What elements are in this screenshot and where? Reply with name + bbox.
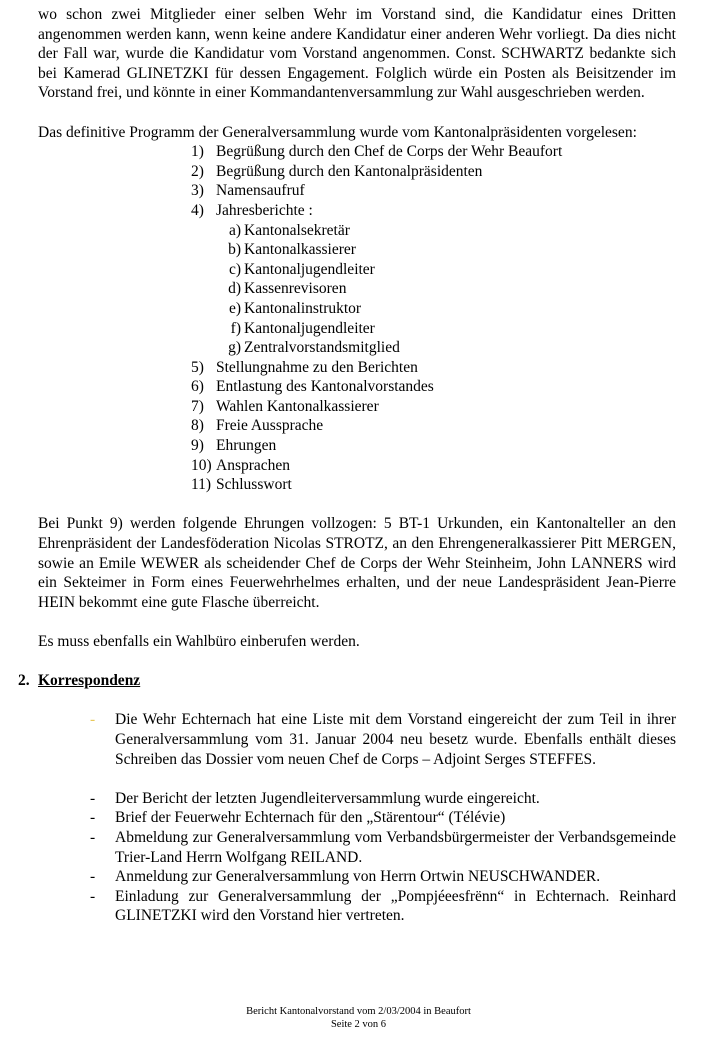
program-sub-item: c) Kantonaljugendleiter: [228, 260, 375, 278]
bullet-dash-icon: -: [90, 887, 96, 905]
correspondence-text: Einladung zur Generalversammlung der „Pompjéeesfrënn“ in Echternach. Reinhard GLINETZKI wird den Vorstand hier vertreten.: [115, 887, 676, 925]
program-list: [38, 142, 676, 495]
correspondence-item: [38, 710, 676, 769]
program-item: 2) Begrüßung durch den Kantonalpräsidenten: [191, 162, 483, 180]
intro-paragraph: wo schon zwei Mitglieder einer selben Wehr im Vorstand sind, die Kandidatur eines Dritten angenommen werden kann, wenn keine andere Kandidatur einer anderen Wehr vorliegt. Da dies nicht der Fall war, wurde die Kandidatur vom Vorstand angenommen. Const. SCHWARTZ bedankte sich bei Kamerad GLINETZKI für dessen Engagement. Folglich würde ein Posten als Beisitzender im Vorstand frei, und könnte in einer Kommandantenversammlung zur Wahl ausgeschrieben werden.: [38, 6, 676, 102]
section-title: Korrespondenz: [38, 672, 141, 690]
bullet-dash-icon: -: [90, 868, 96, 886]
footer-page-number: Seite 2 von 6: [330, 1019, 387, 1030]
footer-report-line: Bericht Kantonalvorstand vom 2/03/2004 in Beaufort: [246, 1006, 471, 1017]
program-sub-item: a) Kantonalsekretär: [228, 221, 350, 239]
correspondence-text: Abmeldung zur Generalversammlung vom Verbandsbürgermeister der Verbandsgemeinde Trier-Land Herrn Wolfgang REILAND.: [115, 828, 676, 866]
program-item: 3) Namensaufruf: [191, 182, 305, 200]
program-sub-item: g) Zentralvorstandsmitglied: [228, 339, 400, 357]
bullet-dash-icon: -: [90, 711, 96, 729]
program-item: 7) Wahlen Kantonalkassierer: [191, 397, 379, 415]
program-item: 6) Entlastung des Kantonalvorstandes: [191, 378, 434, 396]
program-item: 9) Ehrungen: [191, 437, 277, 455]
correspondence-text: Der Bericht der letzten Jugendleiterversammlung wurde eingereicht.: [115, 789, 540, 807]
page-footer: [0, 1005, 717, 1031]
program-item: 11) Schlusswort: [191, 476, 292, 494]
section-number: 2.: [18, 672, 30, 690]
program-sub-item: f) Kantonaljugendleiter: [230, 319, 375, 337]
correspondence-text: Anmeldung zur Generalversammlung von Herrn Ortwin NEUSCHWANDER.: [115, 868, 601, 886]
program-item: 1) Begrüßung durch den Chef de Corps der Wehr Beaufort: [191, 143, 563, 161]
correspondence-item: [38, 808, 676, 828]
correspondence-item: [38, 789, 676, 809]
program-sub-item: e) Kantonalinstruktor: [228, 299, 362, 317]
correspondence-item: [38, 887, 676, 926]
document-page: [18, 5, 676, 926]
program-sub-item: d) Kassenrevisoren: [228, 280, 347, 298]
bullet-dash-icon: -: [90, 828, 96, 846]
correspondence-text: Die Wehr Echternach hat eine Liste mit dem Vorstand eingereicht der zum Teil in ihrer Generalversammlung vom 31. Januar 2004 neu besetz wurde. Ebenfalls enthält dieses Schreiben das Dossier vom neuen Chef de Corps – Adjoint Serges STEFFES.: [115, 711, 676, 768]
program-item: 8) Freie Aussprache: [191, 417, 324, 435]
honors-paragraph: Bei Punkt 9) werden folgende Ehrungen vollzogen: 5 BT-1 Urkunden, ein Kantonalteller an den Ehrenpräsident der Landesföderation Nicolas STROTZ, an den Ehrengeneralkassierer Pitt MERGEN, sowie an Emile WEWER als scheidender Chef de Corps der Wehr Steinheim, John LANNERS wird ein Sekteimer in Form eines Feuerwehrhelmes erhalten, und der neue Landespräsident Jean-Pierre HEIN bekommt eine gute Flasche überreicht.: [38, 515, 676, 611]
program-item: 10) Ansprachen: [191, 456, 291, 474]
bullet-dash-icon: -: [90, 809, 96, 827]
correspondence-text: Brief der Feuerwehr Echternach für den „Stärentour“ (Télévie): [115, 809, 506, 827]
program-item: 5) Stellungnahme zu den Berichten: [191, 358, 418, 376]
program-item: 4) Jahresberichte :: [191, 201, 313, 219]
correspondence-item: [38, 828, 676, 867]
wahlbuero-paragraph: Es muss ebenfalls ein Wahlbüro einberufen werden.: [38, 633, 360, 650]
program-intro: Das definitive Programm der Generalversammlung wurde vom Kantonalpräsidenten vorgelesen:: [38, 123, 637, 141]
correspondence-item: [38, 867, 676, 887]
section-heading: [18, 671, 676, 691]
program-sub-item: b) Kantonalkassierer: [228, 241, 356, 259]
bullet-dash-icon: -: [90, 789, 96, 807]
